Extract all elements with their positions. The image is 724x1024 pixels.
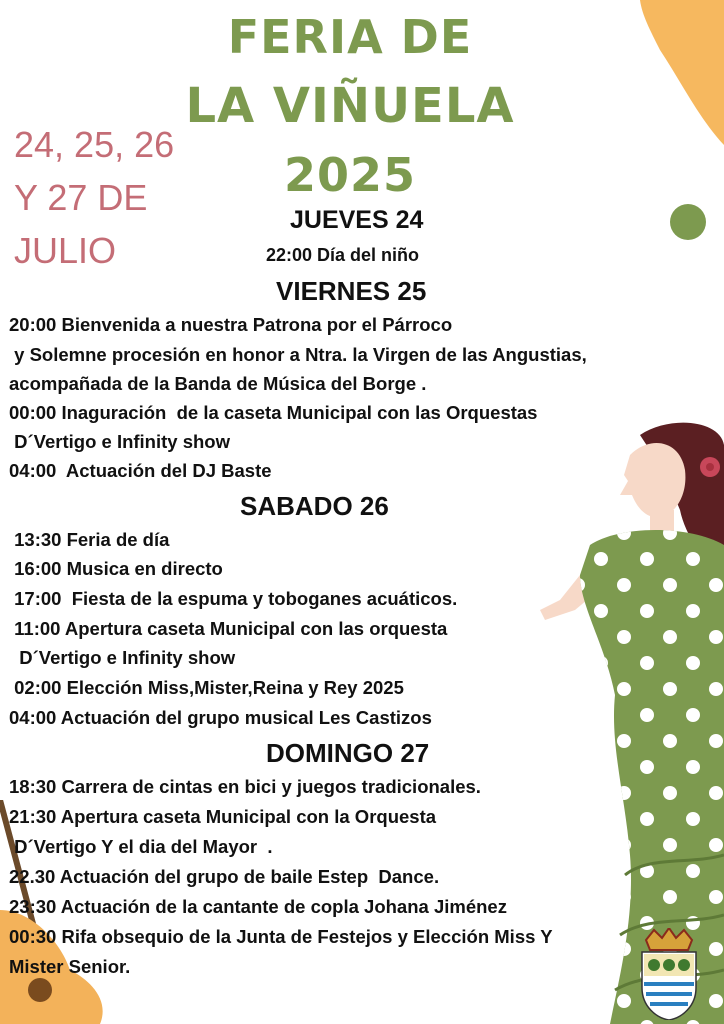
schedule-line: 17:00 Fiesta de la espuma y toboganes acuáticos. xyxy=(9,588,458,609)
schedule-line: 20:00 Bienvenida a nuestra Patrona por el Párroco xyxy=(9,314,453,335)
schedule-line: y Solemne procesión en honor a Ntra. la Virgen de las Angustias, xyxy=(9,344,587,365)
schedule-line: 21:30 Apertura caseta Municipal con la Orquesta xyxy=(9,806,437,827)
schedule-line: 02:00 Elección Miss,Mister,Reina y Rey 2025 xyxy=(9,677,404,698)
schedule-line: D´Vertigo e Infinity show xyxy=(9,431,230,452)
day-heading-viernes: VIERNES 25 xyxy=(276,276,427,306)
poster-title-year: 2025 xyxy=(283,148,417,202)
schedule-line: 04:00 Actuación del DJ Baste xyxy=(9,460,272,481)
schedule-line: 00:30 Rifa obsequio de la Junta de Festejos y Elección Miss Y xyxy=(9,926,553,947)
schedule-line: 22:00 Día del niño xyxy=(266,245,420,265)
dates-line2: Y 27 DE xyxy=(14,177,148,218)
dates-line1: 24, 25, 26 xyxy=(14,124,175,165)
schedule-line: D´Vertigo Y el dia del Mayor . xyxy=(9,836,273,857)
green-dot-icon xyxy=(668,202,708,242)
schedule-line: 22.30 Actuación del grupo de baile Estep Dance. xyxy=(9,866,440,887)
schedule-line: 16:00 Musica en directo xyxy=(9,558,223,579)
orange-corner-shape xyxy=(600,0,724,150)
town-crest-icon xyxy=(638,928,700,1020)
day-heading-sabado: SABADO 26 xyxy=(240,491,389,521)
schedule-line: 00:00 Inaguración de la caseta Municipal con las Orquestas xyxy=(9,402,538,423)
schedule-line: 13:30 Feria de día xyxy=(9,529,170,550)
schedule-line: 23:30 Actuación de la cantante de copla Johana Jiménez xyxy=(9,896,507,917)
schedule-line: 18:30 Carrera de cintas en bici y juegos tradicionales. xyxy=(9,776,481,797)
schedule-line: acompañada de la Banda de Música del Borge . xyxy=(9,373,427,394)
dates-line3: JULIO xyxy=(14,230,117,271)
schedule-line: D´Vertigo e Infinity show xyxy=(9,647,236,668)
schedule-line: 04:00 Actuación del grupo musical Les Castizos xyxy=(9,707,432,728)
day-heading-jueves: JUEVES 24 xyxy=(290,206,424,234)
schedule-line: Mister Senior. xyxy=(9,956,131,977)
schedule-line: 11:00 Apertura caseta Municipal con las orquesta xyxy=(9,618,448,639)
day-heading-domingo: DOMINGO 27 xyxy=(266,738,430,768)
poster-title-line1: FERIA DE xyxy=(227,10,473,64)
poster-title-line2: LA VIÑUELA xyxy=(185,78,515,134)
